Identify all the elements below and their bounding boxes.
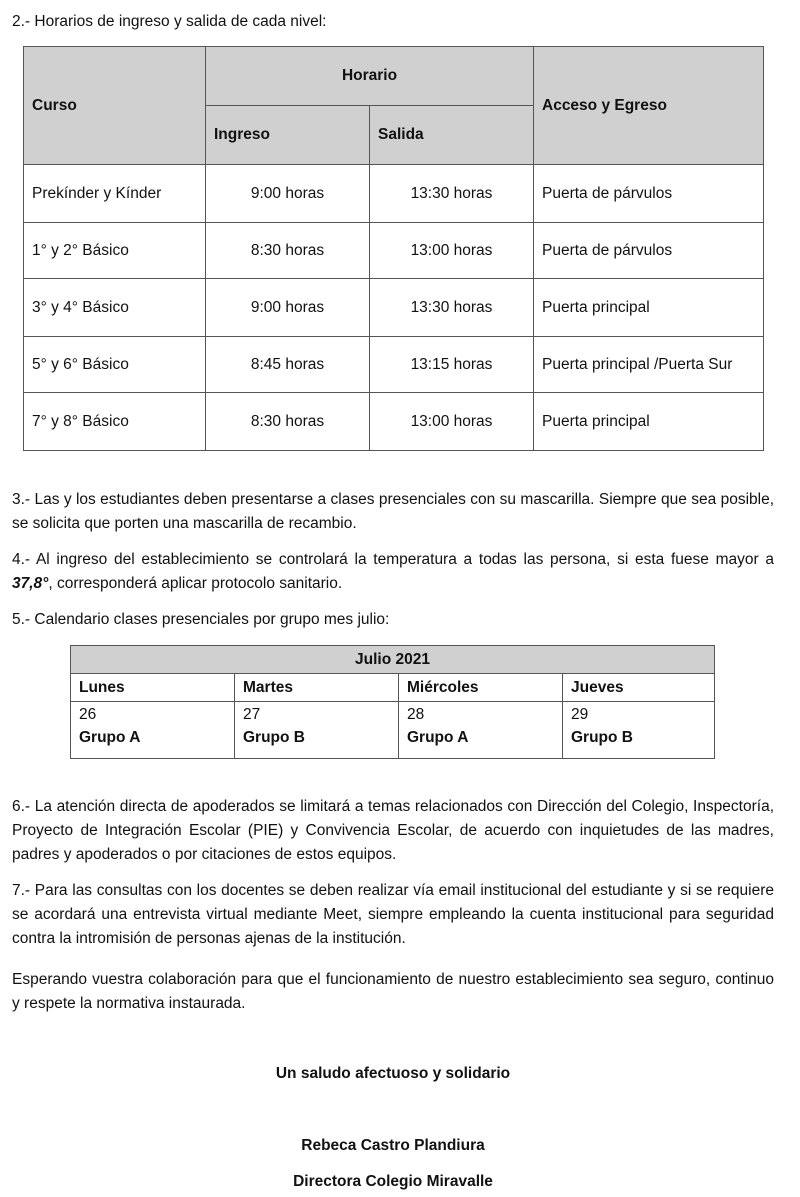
calendar-date: 28 (407, 706, 425, 723)
header-ingreso: Ingreso (206, 106, 370, 165)
cell-curso: Prekínder y Kínder (24, 165, 206, 223)
cell-acceso: Puerta de párvulos (534, 165, 764, 223)
calendar-cell (563, 702, 715, 759)
closing-greeting: Un saludo afectuoso y solidario (275, 1065, 511, 1082)
cell-ingreso: 8:45 horas (206, 337, 370, 393)
cell-salida: 13:30 horas (370, 279, 534, 337)
table-row (24, 165, 764, 223)
calendar-day-name: Lunes (71, 674, 235, 702)
section-3-text: 3.- Las y los estudiantes deben presentarse a clases presenciales con su mascarilla. Siempre que sea posible, se solicita que porten una mascarilla de recambio. (12, 491, 774, 532)
cell-ingreso: 9:00 horas (206, 165, 370, 223)
section-4-text (12, 548, 774, 596)
signer-title: Directora Colegio Miravalle (293, 1173, 493, 1190)
calendar-day-name: Miércoles (399, 674, 563, 702)
cell-ingreso: 8:30 horas (206, 223, 370, 279)
temperature-value: 37,8° (12, 575, 49, 592)
calendar-group: Grupo B (243, 729, 305, 746)
cell-curso: 3° y 4° Básico (24, 279, 206, 337)
calendar-cell (235, 702, 399, 759)
calendar-day-name: Martes (235, 674, 399, 702)
cell-curso: 7° y 8° Básico (24, 393, 206, 451)
calendar-cell (71, 702, 235, 759)
calendar-date: 27 (243, 706, 261, 723)
section-4-text-before: 4.- Al ingreso del establecimiento se controlará la temperatura a todas las persona, si esta fuese mayor a (12, 551, 774, 568)
calendar-group: Grupo B (571, 729, 633, 746)
calendar-date: 29 (571, 706, 589, 723)
section-7-text: 7.- Para las consultas con los docentes se deben realizar vía email institucional del estudiante y si se requiere se acordará una entrevista virtual mediante Meet, siempre empleando la cuenta institucional para seguridad contra la intromisión de personas ajenas de la institución. (12, 882, 774, 947)
calendar-day-name: Jueves (563, 674, 715, 702)
cell-salida: 13:30 horas (370, 165, 534, 223)
cell-acceso: Puerta principal (534, 393, 764, 451)
cell-acceso: Puerta principal (534, 279, 764, 337)
cell-ingreso: 9:00 horas (206, 279, 370, 337)
cell-curso: 1° y 2° Básico (24, 223, 206, 279)
header-curso: Curso (24, 47, 206, 165)
schedule-table (23, 46, 764, 451)
cell-salida: 13:00 horas (370, 223, 534, 279)
section-5-heading: 5.- Calendario clases presenciales por grupo mes julio: (12, 611, 390, 628)
table-row (24, 279, 764, 337)
header-horario: Horario (206, 47, 534, 106)
header-salida: Salida (370, 106, 534, 165)
cell-acceso: Puerta de párvulos (534, 223, 764, 279)
calendar-group: Grupo A (79, 729, 141, 746)
cell-curso: 5° y 6° Básico (24, 337, 206, 393)
table-row (24, 337, 764, 393)
section-6-text: 6.- La atención directa de apoderados se limitará a temas relacionados con Dirección del Colegio, Inspectoría, Proyecto de Integración Escolar (PIE) y Convivencia Escolar, de acuerdo con inquietudes de las madres, padres y apoderados o por citaciones de estos equipos. (12, 798, 774, 863)
calendar-group: Grupo A (407, 729, 469, 746)
calendar-table (70, 645, 715, 759)
cell-ingreso: 8:30 horas (206, 393, 370, 451)
cell-salida: 13:15 horas (370, 337, 534, 393)
section-4-text-after: , corresponderá aplicar protocolo sanitario. (48, 575, 343, 592)
section-2-heading: 2.- Horarios de ingreso y salida de cada nivel: (12, 13, 327, 30)
cell-acceso: Puerta principal /Puerta Sur (534, 337, 764, 393)
calendar-title: Julio 2021 (71, 646, 715, 674)
header-acceso: Acceso y Egreso (534, 47, 764, 165)
calendar-cell (399, 702, 563, 759)
table-row (24, 393, 764, 451)
closing-text: Esperando vuestra colaboración para que el funcionamiento de nuestro establecimiento sea seguro, continuo y respete la normativa instaurada. (12, 971, 774, 1012)
calendar-date: 26 (79, 706, 97, 723)
signer-name: Rebeca Castro Plandiura (301, 1137, 485, 1154)
table-row (24, 223, 764, 279)
cell-salida: 13:00 horas (370, 393, 534, 451)
